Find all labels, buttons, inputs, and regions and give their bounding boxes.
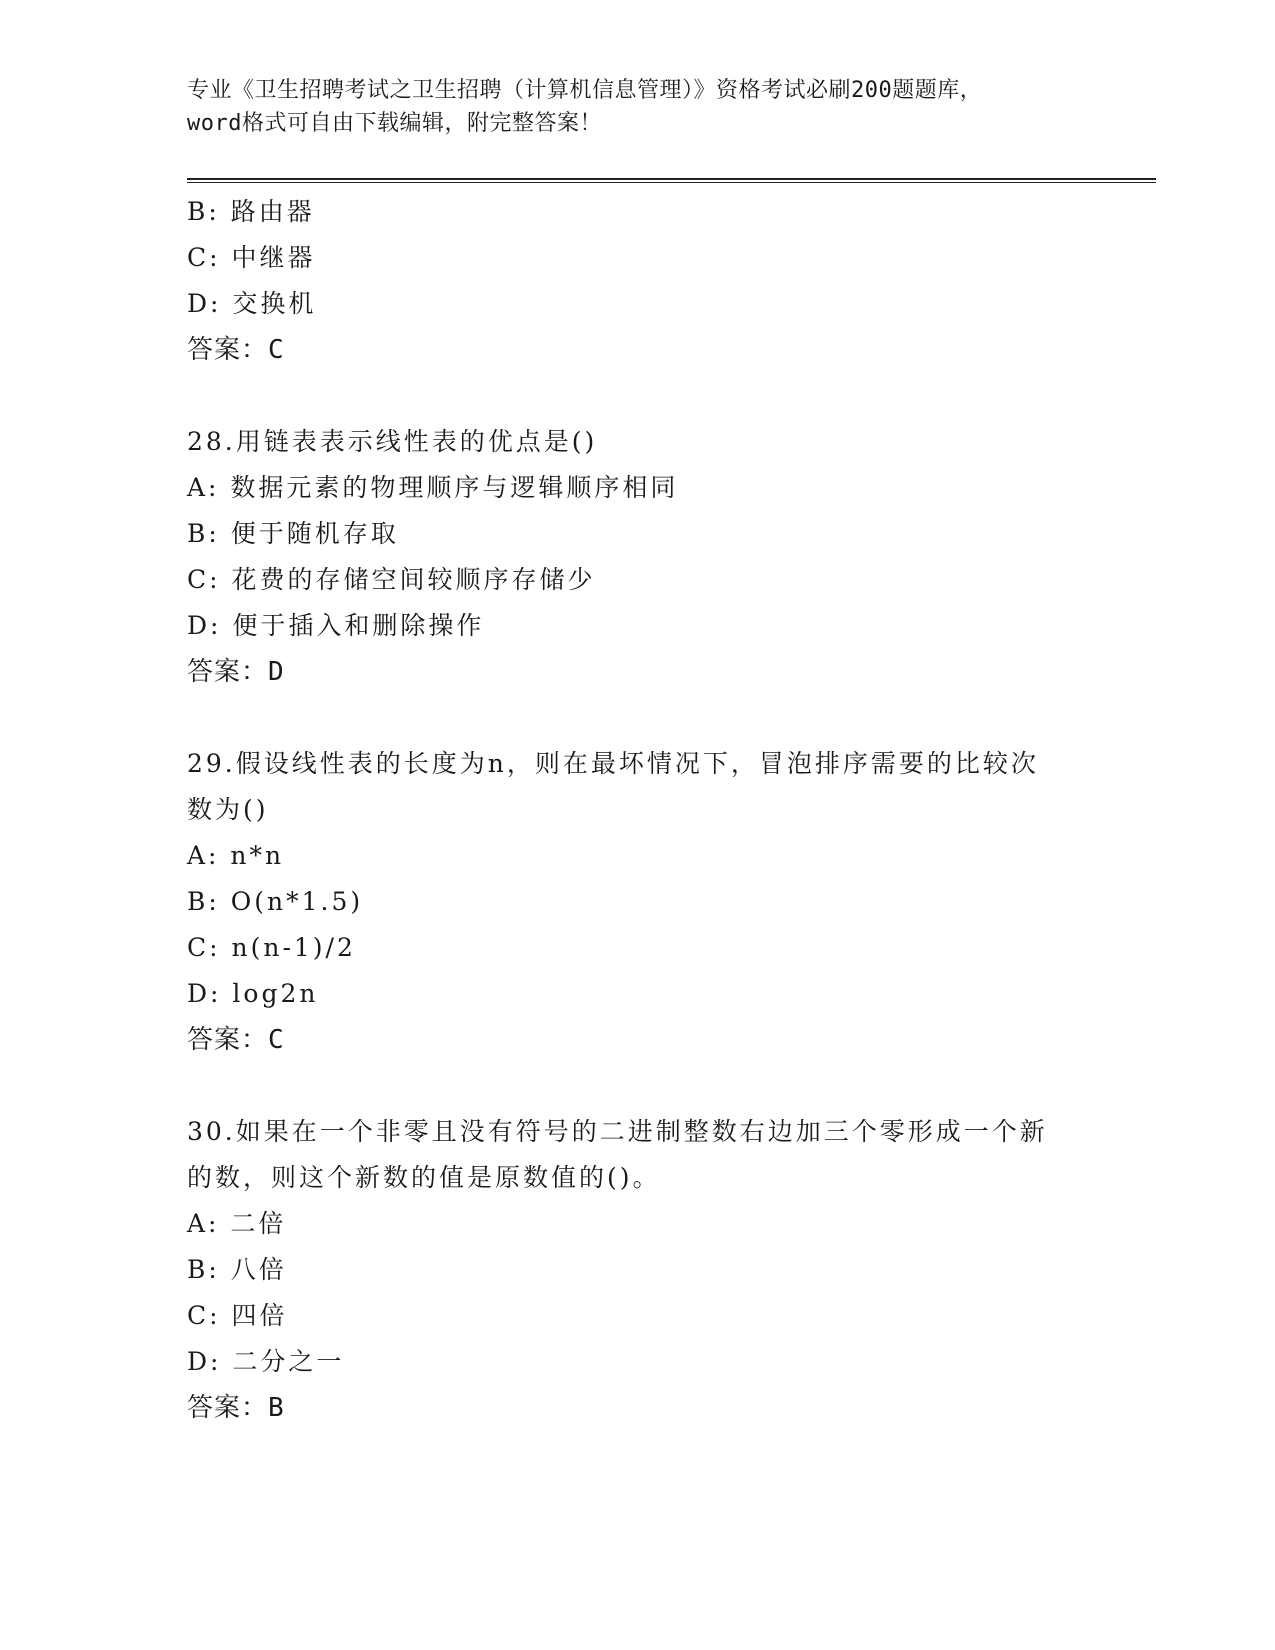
option-d: D: log2n (187, 979, 319, 1008)
option-d: D: 便于插入和删除操作 (187, 611, 485, 640)
question-text-continued: 数为() (187, 795, 269, 824)
question-28 (187, 419, 1087, 695)
page-header (187, 74, 1087, 140)
header-divider (187, 178, 1156, 183)
question-text: 30.如果在一个非零且没有符号的二进制整数右边加三个零形成一个新 (187, 1117, 1048, 1146)
question-list (187, 189, 1087, 1431)
option-b: B: 八倍 (187, 1255, 287, 1284)
question-30 (187, 1109, 1087, 1431)
option-a: A: 二倍 (187, 1209, 287, 1238)
question-27 (187, 189, 1087, 373)
answer: 答案：C (187, 1025, 285, 1055)
option-b: B: O(n*1.5) (187, 887, 364, 916)
option-c: C: n(n-1)/2 (187, 933, 356, 962)
question-text: 28.用链表表示线性表的优点是() (187, 427, 598, 456)
option-c: C: 中继器 (187, 243, 316, 272)
spacer (187, 373, 1087, 419)
spacer (187, 1063, 1087, 1109)
header-line-1: 专业《卫生招聘考试之卫生招聘（计算机信息管理）》资格考试必刷200题题库， (187, 78, 983, 103)
header-line-2: word格式可自由下载编辑，附完整答案！ (187, 111, 602, 136)
spacer (187, 695, 1087, 741)
option-a: A: n*n (187, 841, 285, 870)
question-text-continued: 的数，则这个新数的值是原数值的()。 (187, 1163, 661, 1192)
option-b: B: 路由器 (187, 197, 315, 226)
answer: 答案：D (187, 657, 285, 687)
option-a: A: 数据元素的物理顺序与逻辑顺序相同 (187, 473, 679, 502)
option-c: C: 四倍 (187, 1301, 288, 1330)
option-d: D: 交换机 (187, 289, 317, 318)
option-b: B: 便于随机存取 (187, 519, 399, 548)
question-text: 29.假设线性表的长度为n，则在最坏情况下，冒泡排序需要的比较次 (187, 749, 1039, 778)
option-d: D: 二分之一 (187, 1347, 345, 1376)
option-c: C: 花费的存储空间较顺序存储少 (187, 565, 596, 594)
question-29 (187, 741, 1087, 1063)
answer: 答案：B (187, 1393, 285, 1423)
answer: 答案：C (187, 335, 285, 365)
